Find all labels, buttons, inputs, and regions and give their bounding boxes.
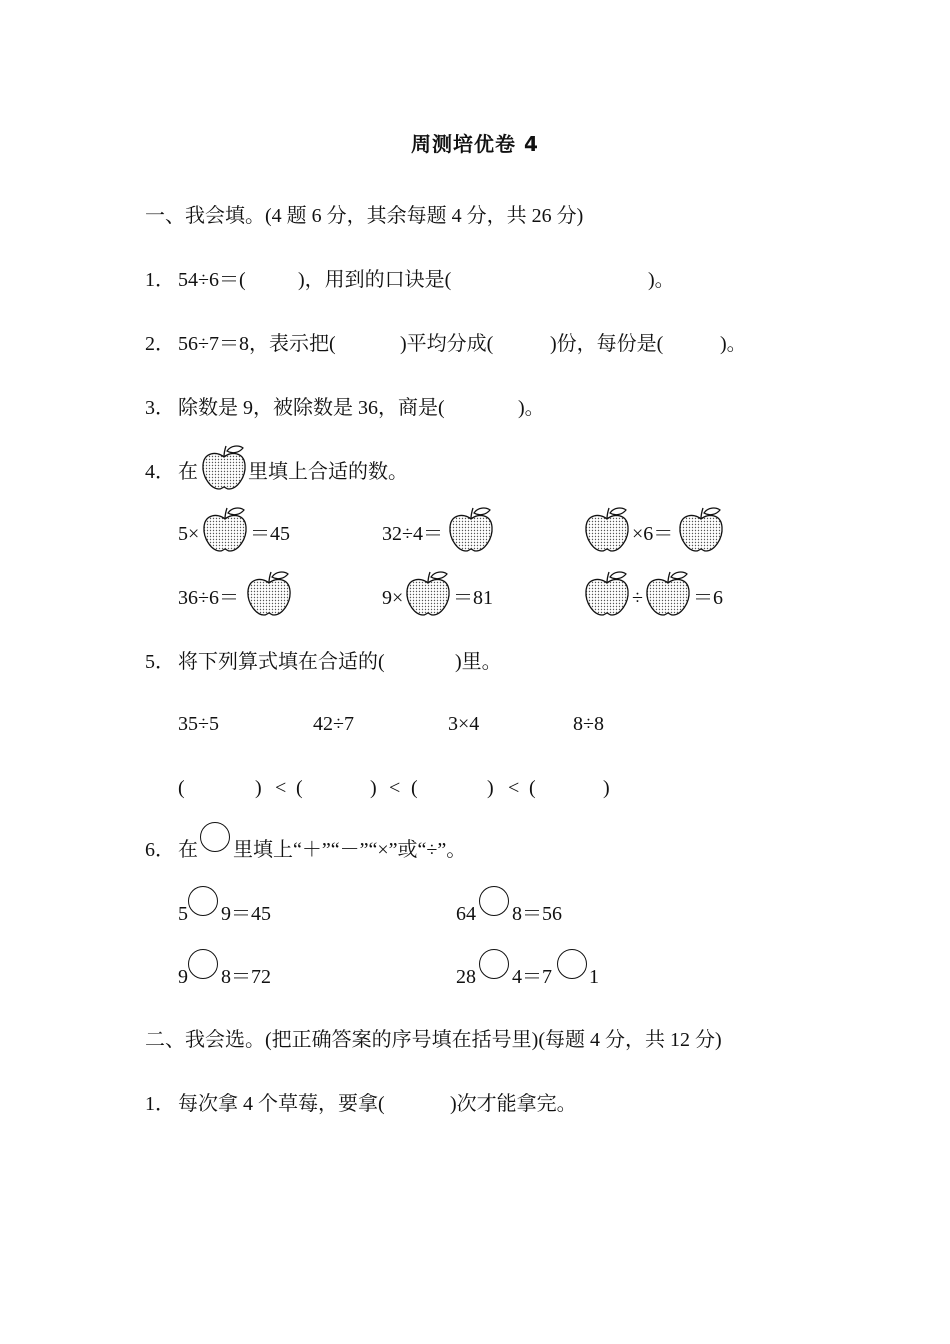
q6-e3-a: 9 xyxy=(178,966,188,988)
q6-e4-c: 1 xyxy=(589,966,599,988)
q5-close-paren: ) xyxy=(603,777,610,799)
q4-r1-a-left: 5× xyxy=(178,523,200,545)
q1-text-c: )。 xyxy=(648,269,675,291)
q2-text-a: 56÷7＝8，表示把( xyxy=(178,333,336,355)
q5-expr: 8÷8 xyxy=(573,713,604,735)
section2-heading: 二、我会选。(把正确答案的序号填在括号里)(每题 4 分，共 12 分) xyxy=(145,1029,722,1051)
q1-text-b: )，用到的口诀是( xyxy=(298,269,452,291)
page-title: 周测培优卷 4 xyxy=(411,132,539,156)
q5-text-b: )里。 xyxy=(455,651,502,673)
q5-text-a: 将下列算式填在合适的( xyxy=(178,651,385,673)
q5-open-paren: ( xyxy=(411,777,418,799)
circle-blank-icon[interactable] xyxy=(557,949,587,979)
q2-text-d: )。 xyxy=(720,333,747,355)
q4-suffix: 里填上合适的数。 xyxy=(248,461,408,483)
q1-number: 1． xyxy=(145,269,175,291)
circle-blank-icon[interactable] xyxy=(479,949,509,979)
apple-blank-icon[interactable] xyxy=(582,569,632,619)
q5-number: 5． xyxy=(145,651,175,673)
q4-r2-c-mid: ÷ xyxy=(632,587,643,609)
q6-prefix: 在 xyxy=(178,839,198,861)
q5-expr: 35÷5 xyxy=(178,713,219,735)
q5-less-than: < xyxy=(389,777,401,799)
q5-expr: 3×4 xyxy=(448,713,480,735)
q1-text-a: 54÷6＝( xyxy=(178,269,246,291)
q5-close-paren: ) xyxy=(487,777,494,799)
apple-blank-icon[interactable] xyxy=(200,505,250,555)
q5-expr: 42÷7 xyxy=(313,713,354,735)
q6-e4-a: 28 xyxy=(456,966,476,988)
q5-less-than: < xyxy=(275,777,287,799)
q5-close-paren: ) xyxy=(255,777,262,799)
q4-r2-b-left: 9× xyxy=(382,587,404,609)
q6-number: 6． xyxy=(145,839,175,861)
q6-e4-b: 4＝7 xyxy=(512,966,552,988)
apple-blank-icon[interactable] xyxy=(244,569,294,619)
q3-text-a: 除数是 9，被除数是 36，商是( xyxy=(178,397,445,419)
apple-blank-icon[interactable] xyxy=(582,505,632,555)
q6-suffix: 里填上“＋”“－”“×”或“÷”。 xyxy=(233,839,467,861)
q4-number: 4． xyxy=(145,461,175,483)
q2-number: 2． xyxy=(145,333,175,355)
q5-close-paren: ) xyxy=(370,777,377,799)
q4-r1-a-right: ＝45 xyxy=(250,523,290,545)
s2-q1-text-b: )次才能拿完。 xyxy=(450,1093,577,1115)
s2-q1-text-a: 每次拿 4 个草莓，要拿( xyxy=(178,1093,385,1115)
apple-blank-icon[interactable] xyxy=(446,505,496,555)
apple-blank-icon[interactable] xyxy=(643,569,693,619)
q4-r2-c-end: ＝6 xyxy=(693,587,723,609)
q4-r2-b-right: ＝81 xyxy=(453,587,493,609)
circle-blank-icon[interactable] xyxy=(188,949,218,979)
circle-blank-icon[interactable] xyxy=(479,886,509,916)
q4-r1-c-mid: ×6＝ xyxy=(632,523,674,545)
apple-blank-icon[interactable] xyxy=(403,569,453,619)
q6-e1-a: 5 xyxy=(178,903,188,925)
q6-e2-a: 64 xyxy=(456,903,476,925)
q6-e1-b: 9＝45 xyxy=(221,903,271,925)
circle-blank-icon xyxy=(200,822,230,852)
q3-number: 3． xyxy=(145,397,175,419)
apple-blank-icon[interactable] xyxy=(676,505,726,555)
q5-open-paren: ( xyxy=(178,777,185,799)
q4-prefix: 在 xyxy=(178,461,198,483)
q5-open-paren: ( xyxy=(296,777,303,799)
apple-icon xyxy=(199,443,249,493)
q6-e3-b: 8＝72 xyxy=(221,966,271,988)
q2-text-b: )平均分成( xyxy=(400,333,494,355)
circle-blank-icon[interactable] xyxy=(188,886,218,916)
q4-r2-a-left: 36÷6＝ xyxy=(178,587,239,609)
q6-e2-b: 8＝56 xyxy=(512,903,562,925)
q4-r1-b-left: 32÷4＝ xyxy=(382,523,443,545)
s2-q1-number: 1． xyxy=(145,1093,175,1115)
q5-less-than: < xyxy=(508,777,520,799)
section1-heading: 一、我会填。(4 题 6 分，其余每题 4 分，共 26 分) xyxy=(145,205,584,227)
q2-text-c: )份，每份是( xyxy=(550,333,664,355)
q5-open-paren: ( xyxy=(529,777,536,799)
q3-text-b: )。 xyxy=(518,397,545,419)
